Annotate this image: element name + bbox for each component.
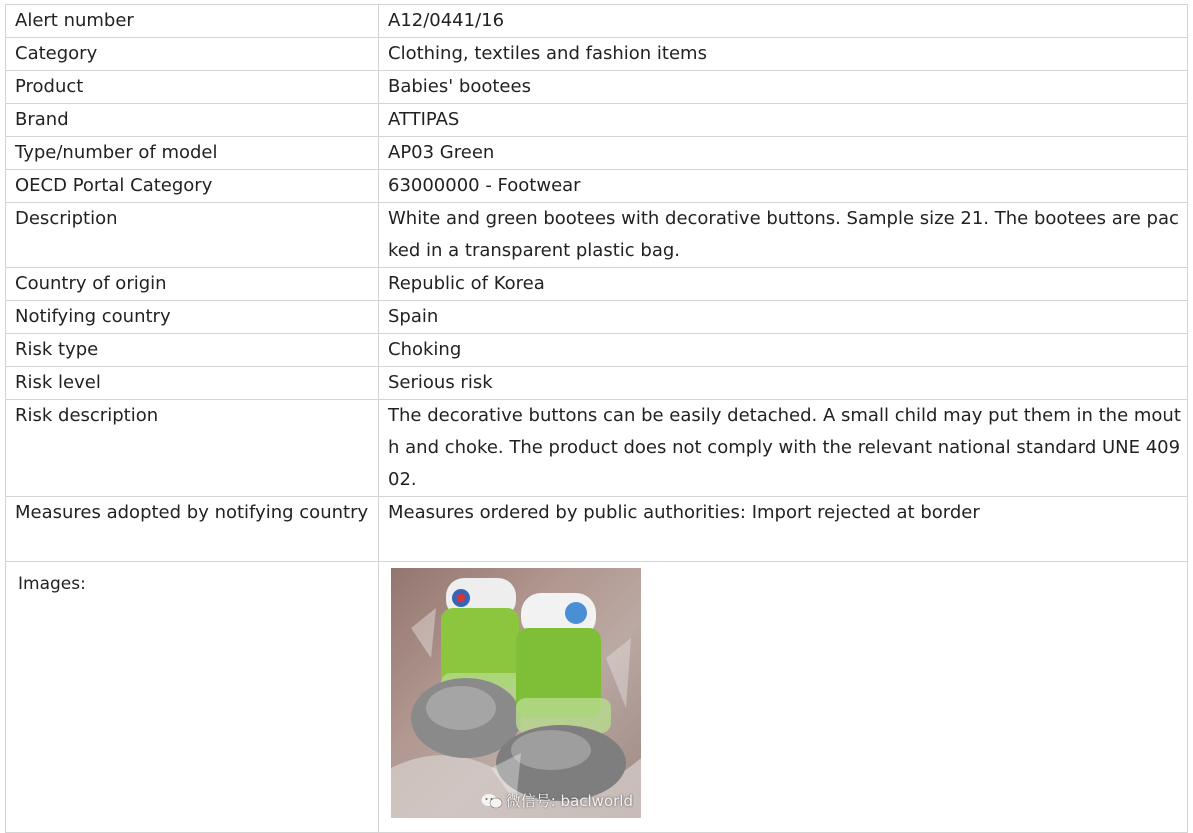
table-row	[6, 268, 1188, 301]
watermark-text: 微信号: baclworld	[505, 792, 633, 810]
field-value: Clothing, textiles and fashion items	[379, 38, 1188, 71]
field-label: Measures adopted by notifying country	[6, 497, 379, 562]
images-label-cell	[6, 562, 379, 833]
field-value: Serious risk	[379, 367, 1188, 400]
field-label: Risk type	[6, 334, 379, 367]
product-photo	[391, 568, 641, 818]
table-row	[6, 38, 1188, 71]
field-label: Category	[6, 38, 379, 71]
field-value: 63000000 - Footwear	[379, 170, 1188, 203]
field-label: OECD Portal Category	[6, 170, 379, 203]
field-value: Spain	[379, 301, 1188, 334]
field-label: Risk level	[6, 367, 379, 400]
field-value: White and green bootees with decorative buttons. Sample size 21. The bootees are packed in a transparent plastic bag.	[379, 203, 1188, 268]
field-value: AP03 Green	[379, 137, 1188, 170]
table-row	[6, 71, 1188, 104]
table-row	[6, 5, 1188, 38]
field-label: Brand	[6, 104, 379, 137]
field-label: Notifying country	[6, 301, 379, 334]
images-row	[6, 562, 1188, 833]
table-row	[6, 137, 1188, 170]
alert-table	[5, 4, 1188, 833]
table-row	[6, 203, 1188, 268]
field-label: Risk description	[6, 400, 379, 497]
table-row	[6, 497, 1188, 562]
field-value: Babies' bootees	[379, 71, 1188, 104]
field-value: The decorative buttons can be easily detached. A small child may put them in the mouth and choke. The product does not comply with the relevant national standard UNE 40902.	[379, 400, 1188, 497]
table-row	[6, 400, 1188, 497]
field-label: Type/number of model	[6, 137, 379, 170]
field-label: Product	[6, 71, 379, 104]
field-value: Choking	[379, 334, 1188, 367]
table-row	[6, 301, 1188, 334]
field-value: Republic of Korea	[379, 268, 1188, 301]
images-label: Images:	[18, 574, 86, 594]
field-label: Country of origin	[6, 268, 379, 301]
table-row	[6, 170, 1188, 203]
table-row	[6, 334, 1188, 367]
field-value: Measures ordered by public authorities: Import rejected at border	[379, 497, 1188, 562]
watermark	[481, 792, 633, 810]
field-label: Description	[6, 203, 379, 268]
field-label: Alert number	[6, 5, 379, 38]
table-row	[6, 104, 1188, 137]
table-row	[6, 367, 1188, 400]
images-cell	[379, 562, 1188, 833]
field-value: ATTIPAS	[379, 104, 1188, 137]
bootees-image	[391, 568, 641, 818]
field-value: A12/0441/16	[379, 5, 1188, 38]
